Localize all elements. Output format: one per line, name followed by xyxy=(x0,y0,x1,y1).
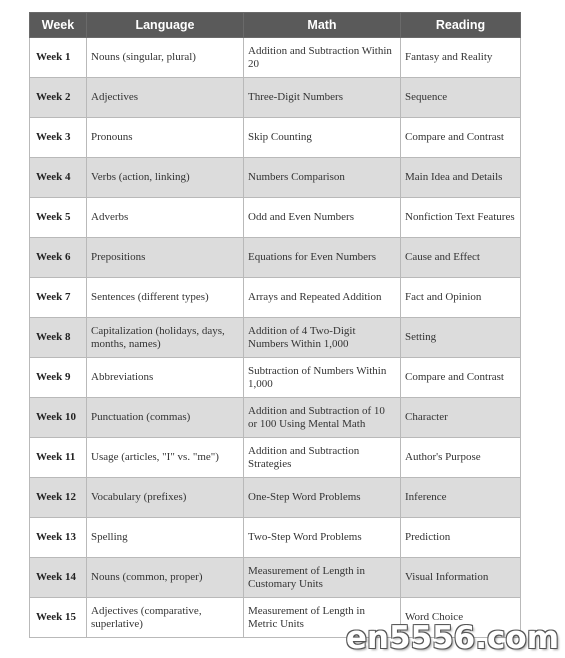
cell-week: Week 6 xyxy=(30,238,87,278)
cell-math: Addition of 4 Two-Digit Numbers Within 1,000 xyxy=(244,318,401,358)
cell-week: Week 8 xyxy=(30,318,87,358)
cell-reading: Sequence xyxy=(401,78,521,118)
cell-language: Nouns (common, proper) xyxy=(87,558,244,598)
cell-math: Addition and Subtraction Within 20 xyxy=(244,38,401,78)
cell-reading: Inference xyxy=(401,478,521,518)
cell-reading: Nonfiction Text Features xyxy=(401,198,521,238)
cell-math: Numbers Comparison xyxy=(244,158,401,198)
cell-math: Addition and Subtraction of 10 or 100 Using Mental Math xyxy=(244,398,401,438)
table-row xyxy=(30,318,521,358)
cell-week: Week 3 xyxy=(30,118,87,158)
cell-language: Prepositions xyxy=(87,238,244,278)
table-row xyxy=(30,78,521,118)
cell-reading: Character xyxy=(401,398,521,438)
cell-language: Nouns (singular, plural) xyxy=(87,38,244,78)
cell-language: Adjectives xyxy=(87,78,244,118)
cell-math: Odd and Even Numbers xyxy=(244,198,401,238)
cell-math: Subtraction of Numbers Within 1,000 xyxy=(244,358,401,398)
cell-week: Week 14 xyxy=(30,558,87,598)
cell-math: Measurement of Length in Customary Units xyxy=(244,558,401,598)
cell-reading: Prediction xyxy=(401,518,521,558)
cell-week: Week 9 xyxy=(30,358,87,398)
cell-week: Week 5 xyxy=(30,198,87,238)
cell-language: Vocabulary (prefixes) xyxy=(87,478,244,518)
cell-language: Pronouns xyxy=(87,118,244,158)
cell-week: Week 15 xyxy=(30,598,87,638)
cell-week: Week 4 xyxy=(30,158,87,198)
table-row xyxy=(30,238,521,278)
header-math: Math xyxy=(244,13,401,38)
cell-week: Week 1 xyxy=(30,38,87,78)
table-row xyxy=(30,358,521,398)
header-reading: Reading xyxy=(401,13,521,38)
curriculum-table xyxy=(29,12,521,638)
table-row xyxy=(30,38,521,78)
cell-week: Week 12 xyxy=(30,478,87,518)
table-row xyxy=(30,158,521,198)
cell-reading: Fantasy and Reality xyxy=(401,38,521,78)
cell-language: Capitalization (holidays, days, months, names) xyxy=(87,318,244,358)
cell-reading: Compare and Contrast xyxy=(401,358,521,398)
cell-week: Week 13 xyxy=(30,518,87,558)
cell-reading: Main Idea and Details xyxy=(401,158,521,198)
cell-language: Usage (articles, "I" vs. "me") xyxy=(87,438,244,478)
cell-reading: Author's Purpose xyxy=(401,438,521,478)
table-row xyxy=(30,278,521,318)
cell-language: Adjectives (comparative, superlative) xyxy=(87,598,244,638)
table-row xyxy=(30,398,521,438)
table-row xyxy=(30,118,521,158)
cell-week: Week 2 xyxy=(30,78,87,118)
cell-reading: Cause and Effect xyxy=(401,238,521,278)
watermark: en5556.com xyxy=(345,620,559,656)
cell-math: Two-Step Word Problems xyxy=(244,518,401,558)
cell-reading: Fact and Opinion xyxy=(401,278,521,318)
cell-reading: Word Choice xyxy=(401,598,521,638)
table-row xyxy=(30,198,521,238)
cell-reading: Compare and Contrast xyxy=(401,118,521,158)
cell-reading: Setting xyxy=(401,318,521,358)
cell-math: Three-Digit Numbers xyxy=(244,78,401,118)
cell-reading: Visual Information xyxy=(401,558,521,598)
table-row xyxy=(30,478,521,518)
cell-week: Week 11 xyxy=(30,438,87,478)
header-language: Language xyxy=(87,13,244,38)
cell-week: Week 10 xyxy=(30,398,87,438)
table-body xyxy=(30,38,521,638)
cell-math: Addition and Subtraction Strategies xyxy=(244,438,401,478)
cell-language: Verbs (action, linking) xyxy=(87,158,244,198)
cell-math: One-Step Word Problems xyxy=(244,478,401,518)
cell-language: Adverbs xyxy=(87,198,244,238)
table-row xyxy=(30,558,521,598)
cell-math: Measurement of Length in Metric Units xyxy=(244,598,401,638)
table-row xyxy=(30,438,521,478)
cell-math: Skip Counting xyxy=(244,118,401,158)
cell-language: Punctuation (commas) xyxy=(87,398,244,438)
table-header xyxy=(30,13,521,38)
cell-week: Week 7 xyxy=(30,278,87,318)
cell-language: Abbreviations xyxy=(87,358,244,398)
cell-math: Arrays and Repeated Addition xyxy=(244,278,401,318)
curriculum-table-container xyxy=(29,12,520,638)
table-row xyxy=(30,518,521,558)
cell-language: Spelling xyxy=(87,518,244,558)
header-row xyxy=(30,13,521,38)
cell-math: Equations for Even Numbers xyxy=(244,238,401,278)
header-week: Week xyxy=(30,13,87,38)
cell-language: Sentences (different types) xyxy=(87,278,244,318)
